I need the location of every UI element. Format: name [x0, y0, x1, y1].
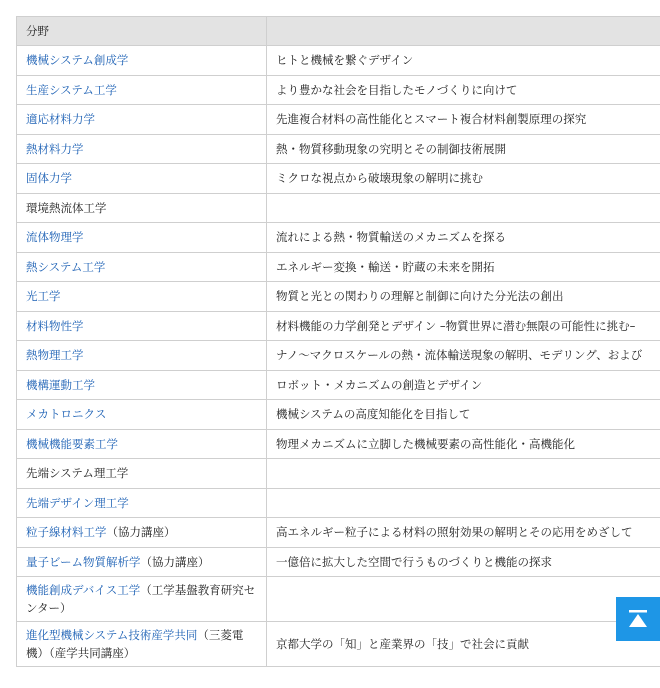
field-cell [17, 193, 267, 223]
table-row [17, 164, 660, 194]
field-link[interactable]: 流体物理学 [26, 230, 84, 245]
description-cell: 先進複合材料の高性能化とスマート複合材料創製原理の探究 [267, 105, 660, 135]
table-row [17, 311, 660, 341]
field-link[interactable]: 熱物理工学 [26, 348, 84, 363]
description-cell: 機械システムの高度知能化を目指して [267, 400, 660, 430]
field-label: 先端システム理工学 [26, 466, 129, 481]
description-cell [267, 488, 660, 518]
header-field: 分野 [17, 17, 267, 46]
table-row [17, 577, 660, 622]
field-link[interactable]: 適応材料力学 [26, 112, 95, 127]
field-cell [17, 164, 267, 194]
field-link[interactable]: 機械システム創成学 [26, 53, 129, 68]
field-note: （協力講座） [106, 525, 176, 540]
table-row [17, 547, 660, 577]
description-cell [267, 577, 660, 622]
table-header-row [17, 17, 660, 46]
description-cell: 高エネルギー粒子による材料の照射効果の解明とその応用をめざして [267, 518, 660, 548]
field-note: （協力講座） [140, 554, 210, 569]
arrow-up-to-top-icon [627, 609, 649, 629]
field-cell [17, 311, 267, 341]
field-note: （工学基盤教育研究センター） [26, 583, 256, 615]
field-link[interactable]: 材料物性学 [26, 318, 84, 333]
table-row [17, 400, 660, 430]
field-cell [17, 105, 267, 135]
description-cell: より豊かな社会を目指したモノづくりに向けて [267, 75, 660, 105]
research-fields-table-wrapper [16, 16, 660, 667]
description-cell: 熱・物質移動現象の究明とその制御技術展開 [267, 134, 660, 164]
field-link[interactable]: 光工学 [26, 289, 61, 304]
description-cell: 京都大学の「知」と産業界の「技」で社会に貢献 [267, 622, 660, 667]
research-fields-table [16, 16, 660, 667]
description-cell [267, 193, 660, 223]
field-link[interactable]: 熱材料力学 [26, 141, 84, 156]
field-cell [17, 252, 267, 282]
table-row [17, 223, 660, 253]
field-link[interactable]: メカトロニクス [26, 407, 107, 422]
field-cell [17, 622, 267, 667]
table-row [17, 252, 660, 282]
field-link[interactable]: 粒子線材料工学 [26, 525, 107, 540]
field-link[interactable]: 量子ビーム物質解析学 [26, 554, 141, 569]
description-cell: ナノ〜マクロスケールの熱・流体輸送現象の解明、モデリング、および [267, 341, 660, 371]
field-cell [17, 429, 267, 459]
table-row [17, 193, 660, 223]
field-cell [17, 518, 267, 548]
table-row [17, 429, 660, 459]
field-cell [17, 46, 267, 76]
table-row [17, 622, 660, 667]
table-row [17, 370, 660, 400]
field-cell [17, 223, 267, 253]
description-cell: 一億倍に拡大した空間で行うものづくりと機能の探求 [267, 547, 660, 577]
description-cell: ロボット・メカニズムの創造とデザイン [267, 370, 660, 400]
field-cell [17, 75, 267, 105]
field-cell [17, 400, 267, 430]
field-cell [17, 488, 267, 518]
field-link[interactable]: 固体力学 [26, 171, 72, 186]
table-row [17, 105, 660, 135]
field-cell [17, 282, 267, 312]
field-link[interactable]: 機構運動工学 [26, 377, 95, 392]
table-row [17, 134, 660, 164]
description-cell [267, 459, 660, 489]
field-cell [17, 341, 267, 371]
field-cell [17, 459, 267, 489]
field-link[interactable]: 熱システム工学 [26, 259, 106, 274]
table-row [17, 75, 660, 105]
table-row [17, 46, 660, 76]
field-link[interactable]: 先端デザイン理工学 [26, 495, 129, 510]
description-cell: 物理メカニズムに立脚した機械要素の高性能化・高機能化 [267, 429, 660, 459]
description-cell: ミクロな視点から破壊現象の解明に挑む [267, 164, 660, 194]
field-cell [17, 370, 267, 400]
table-row [17, 341, 660, 371]
description-cell: ヒトと機械を繋ぐデザイン [267, 46, 660, 76]
description-cell: 材料機能の力学創発とデザイン –物質世界に潜む無限の可能性に挑む– [267, 311, 660, 341]
field-link[interactable]: 生産システム工学 [26, 82, 117, 97]
header-description [267, 17, 660, 46]
field-link[interactable]: 機能創成デバイス工学 [26, 583, 141, 597]
field-link[interactable]: 進化型機械システム技術産学共同 [26, 628, 198, 642]
table-row [17, 282, 660, 312]
field-note: （三菱電機）（産学共同講座） [26, 628, 244, 660]
description-cell: 流れによる熱・物質輸送のメカニズムを探る [267, 223, 660, 253]
description-cell: 物質と光との関わりの理解と制御に向けた分光法の創出 [267, 282, 660, 312]
description-cell: エネルギー変換・輸送・貯蔵の未来を開拓 [267, 252, 660, 282]
back-to-top-button[interactable] [616, 597, 660, 641]
field-link[interactable]: 機械機能要素工学 [26, 436, 118, 451]
table-row [17, 488, 660, 518]
table-row [17, 459, 660, 489]
field-cell [17, 577, 267, 622]
table-row [17, 518, 660, 548]
field-label: 環境熱流体工学 [26, 200, 107, 215]
field-cell [17, 134, 267, 164]
field-cell [17, 547, 267, 577]
